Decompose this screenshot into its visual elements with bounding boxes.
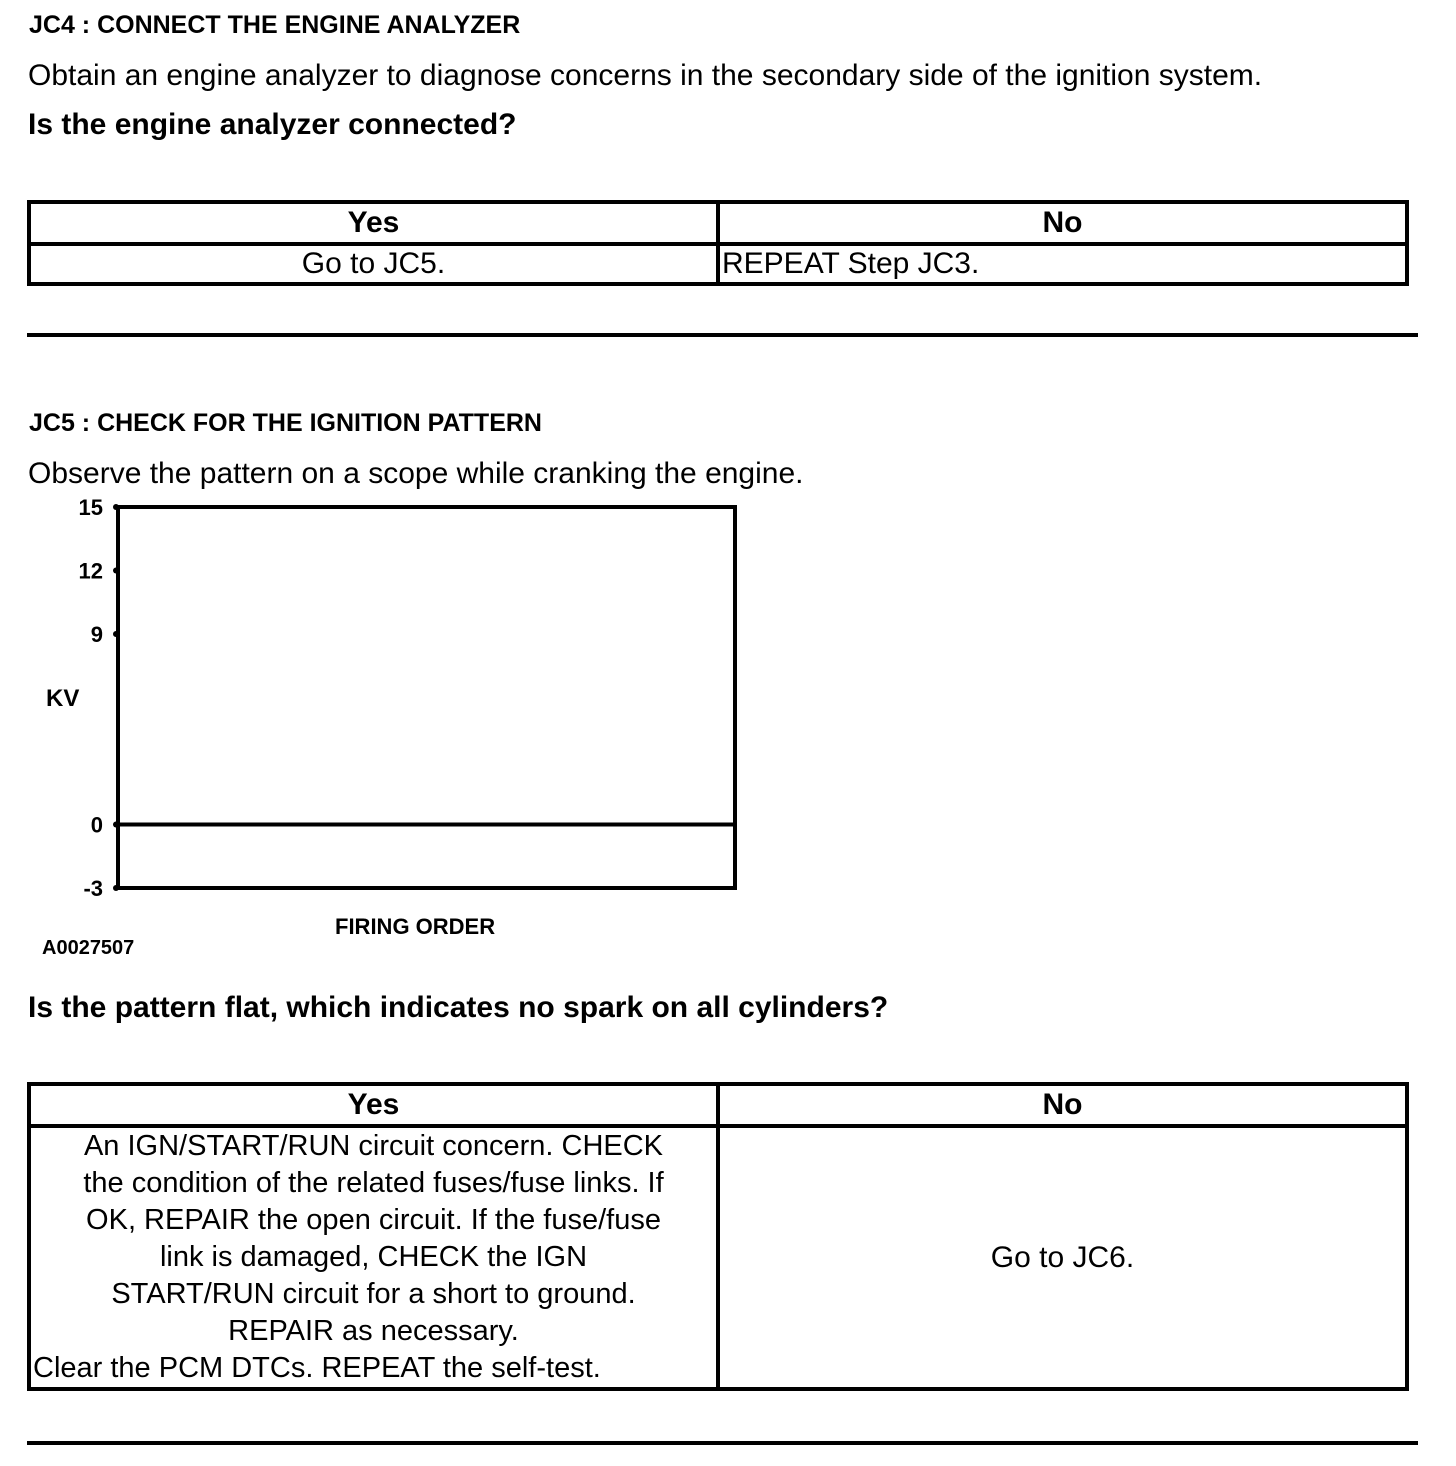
jc5-yes-line: link is damaged, CHECK the IGN xyxy=(159,1241,588,1273)
jc5-yes-line: START/RUN circuit for a short to ground. xyxy=(111,1278,636,1310)
jc4-no-action: REPEAT Step JC3. xyxy=(718,244,1407,284)
jc5-instruction: Observe the pattern on a scope while cranking the engine. xyxy=(28,457,804,490)
jc5-yes-line: REPAIR as necessary. xyxy=(228,1315,519,1347)
y-tick-label: -3 xyxy=(83,876,103,901)
y-tick-label: 0 xyxy=(90,812,103,838)
y-tick-mark xyxy=(113,885,119,891)
x-axis-label: FIRING ORDER xyxy=(335,914,496,939)
y-axis-ticks xyxy=(79,495,119,901)
jc4-no-header: No xyxy=(718,202,1407,244)
y-axis-label: KV xyxy=(46,685,80,712)
jc5-yes-line: An IGN/START/RUN circuit concern. CHECK xyxy=(83,1130,664,1162)
figure-id: A0027507 xyxy=(42,937,135,959)
scope-frame xyxy=(118,507,735,888)
jc4-question: Is the engine analyzer connected? xyxy=(28,108,517,141)
y-tick-label: 15 xyxy=(78,495,103,520)
y-tick-label: 12 xyxy=(78,558,103,584)
y-tick-mark xyxy=(113,631,119,637)
jc4-instruction: Obtain an engine analyzer to diagnose concerns in the secondary side of the ignition system. xyxy=(28,59,1263,92)
y-tick-mark xyxy=(113,568,119,574)
jc5-yes-action xyxy=(29,1126,718,1389)
y-tick-mark xyxy=(113,822,119,828)
jc5-yes-line: Clear the PCM DTCs. REPEAT the self-test. xyxy=(33,1352,601,1384)
jc5-no-action: Go to JC6. xyxy=(718,1126,1407,1389)
jc5-heading: JC5 : CHECK FOR THE IGNITION PATTERN xyxy=(29,409,542,437)
jc5-result-table xyxy=(27,1082,1409,1391)
jc5-question: Is the pattern flat, which indicates no spark on all cylinders? xyxy=(28,991,889,1024)
jc4-yes-action: Go to JC5. xyxy=(29,244,718,284)
bottom-divider xyxy=(27,1441,1418,1445)
jc5-yes-line: the condition of the related fuses/fuse links. If xyxy=(83,1167,664,1199)
jc5-no-header: No xyxy=(718,1084,1407,1126)
jc5-yes-line: OK, REPAIR the open circuit. If the fuse/fuse xyxy=(86,1204,661,1236)
y-tick-label: 9 xyxy=(90,622,103,647)
y-tick-mark xyxy=(113,504,119,510)
jc4-yes-header: Yes xyxy=(29,202,718,244)
jc5-yes-header: Yes xyxy=(29,1084,718,1126)
jc4-heading: JC4 : CONNECT THE ENGINE ANALYZER xyxy=(29,11,521,39)
ignition-scope-diagram xyxy=(0,0,760,970)
